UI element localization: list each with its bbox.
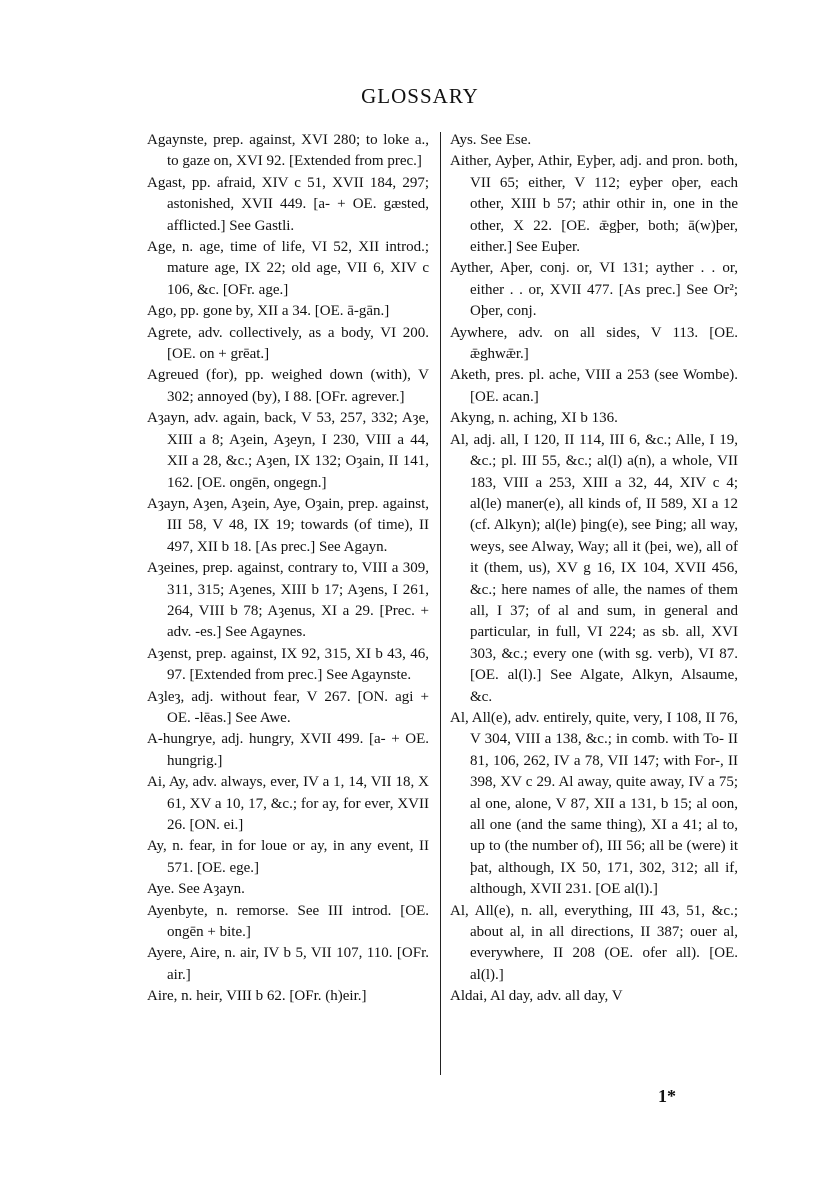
glossary-entry: Aȝenst, prep. against, IX 92, 315, XI b 43, 46, 97. [Extended from prec.] See Agaynste. <box>147 645 429 684</box>
glossary-entry: Aldai, Al day, adv. all day, V <box>450 988 623 1005</box>
glossary-entry: Aire, n. heir, VIII b 62. [OFr. (h)eir.] <box>147 988 367 1005</box>
glossary-entry: Ay, n. fear, in for loue or ay, in any event, II 571. [OE. ege.] <box>147 838 429 876</box>
glossary-entry: Aȝleȝ, adj. without fear, V 267. [ON. agi + OE. -lēas.] See Awe. <box>147 688 429 726</box>
glossary-entry: Aywhere, adv. on all sides, V 113. [OE. ǣghwǣr.] <box>450 324 738 363</box>
glossary-entry: Agaynste, prep. against, XVI 280; to loke a., to gaze on, XVI 92. [Extended from prec.] <box>147 132 429 170</box>
glossary-entry: Aȝayn, adv. again, back, V 53, 257, 332; Aȝe, XIII a 8; Aȝein, Aȝeyn, I 230, VIII a 44, XII a 28, &c.; Aȝen, IX 132; Oȝain, II 141, 162. [OE. ongēn, ongegn.] <box>147 410 429 491</box>
page-number: 1* <box>658 1086 676 1106</box>
glossary-entry: Ayenbyte, n. remorse. See III introd. [OE. ongēn + bite.] <box>147 902 429 941</box>
glossary-entry: Aye. See Aȝayn. <box>147 881 245 898</box>
glossary-entry: Ays. See Ese. <box>450 132 532 148</box>
glossary-entry: Agast, pp. afraid, XIV c 51, XVII 184, 297; astonished, XVII 449. [a- + OE. gæsted, afflicted.] See Gastli. <box>147 174 429 234</box>
glossary-entry: Ago, pp. gone by, XII a 34. [OE. ā-gān.] <box>147 303 390 320</box>
glossary-entry: Agreued (for), pp. weighed down (with), V 302; annoyed (by), I 88. [OFr. agrever.] <box>147 367 429 405</box>
glossary-entry: Al, All(e), n. all, everything, III 43, 51, &c.; about al, in all directions, II 387; ouer al, everywhere, II 208 (OE. ofer all). [OE. al(l).] <box>450 902 738 983</box>
glossary-right-column <box>450 130 738 1008</box>
glossary-entry: Aȝayn, Aȝen, Aȝein, Aye, Oȝain, prep. against, III 58, V 48, IX 19; towards (of time), II 497, XII b 18. [As prec.] See Agayn. <box>147 495 429 555</box>
glossary-left-column <box>147 130 429 1008</box>
glossary-entry: Ayther, Aþer, conj. or, VI 131; ayther . . or, either . . or, XVII 477. [As prec.] See Or²; Oþer, conj. <box>450 260 738 320</box>
page-title: GLOSSARY <box>361 84 479 108</box>
glossary-entry: Agrete, adv. collectively, as a body, VI 200. [OE. on + grēat.] <box>147 324 429 363</box>
glossary-entry: Aketh, pres. pl. ache, VIII a 253 (see Wombe). [OE. acan.] <box>450 367 738 405</box>
glossary-entry: Age, n. age, time of life, VI 52, XII introd.; mature age, IX 22; old age, VII 6, XIV c 106, &c. [OFr. age.] <box>147 239 429 298</box>
glossary-entry: Aither, Ayþer, Athir, Eyþer, adj. and pron. both, VII 65; either, V 112; eyþer oþer, each other, XIII b 57; athir othir in, one in the other, X 22. [OE. ǣgþer, both; ā(w)þer, either.] See Euþer. <box>450 153 738 256</box>
glossary-entry: Al, All(e), adv. entirely, quite, very, I 108, II 76, V 304, VIII a 138, &c.; in comb. with To- II 81, 106, 262, IV a 78, VII 147; with For-, II 398, XV c 29. Al away, quite away, IV a 75; al one, alone, V 87, XII a 131, b 15; al oon, all one (and the same thing), XI a 41; al to, up to (the number of), III 56; all be (were) it þat, although, IX 50, 171, 302, 312; all if, although, XVII 231. [OE al(l).] <box>450 709 738 898</box>
glossary-entry: Akyng, n. aching, XI b 136. <box>450 410 618 427</box>
glossary-entry: Ayere, Aire, n. air, IV b 5, VII 107, 110. [OFr. air.] <box>147 945 429 983</box>
glossary-entry: A-hungrye, adj. hungry, XVII 499. [a- + OE. hungrig.] <box>147 731 429 769</box>
column-divider <box>440 132 441 1075</box>
glossary-entry: Aȝeines, prep. against, contrary to, VIII a 309, 311, 315; Aȝenes, XIII b 17; Aȝens, I 261, 264, VIII b 78; Aȝenus, XI a 29. [Prec. + adv. -es.] See Agaynes. <box>147 560 429 641</box>
glossary-entry: Al, adj. all, I 120, II 114, III 6, &c.; Alle, I 19, &c.; pl. III 55, &c.; al(l) a(n), a whole, VII 183, VIII a 253, XIII a 32, 44, XIV c 4; al(le) maner(e), all kinds of, II 589, XI a 12 (cf. Alkyn); al(le) þing(e), see Þing; all way, weys, see Alway, Way; all it (þei, we), all of it (them, us), XV g 16, IX 104, XVII 456, &c.; here names of alle, the names of them all, I 37; of al and sum, in general and particular, in full, VI 224; as sb. all, XVI 303, &c.; every one (with sg. verb), VI 87. [OE. al(l).] See Algate, Alkyn, Alsaume, &c. <box>450 431 738 705</box>
glossary-entry: Ai, Ay, adv. always, ever, IV a 1, 14, VII 18, X 61, XV a 10, 17, &c.; for ay, for ever, XVII 26. [ON. ei.] <box>147 774 429 833</box>
